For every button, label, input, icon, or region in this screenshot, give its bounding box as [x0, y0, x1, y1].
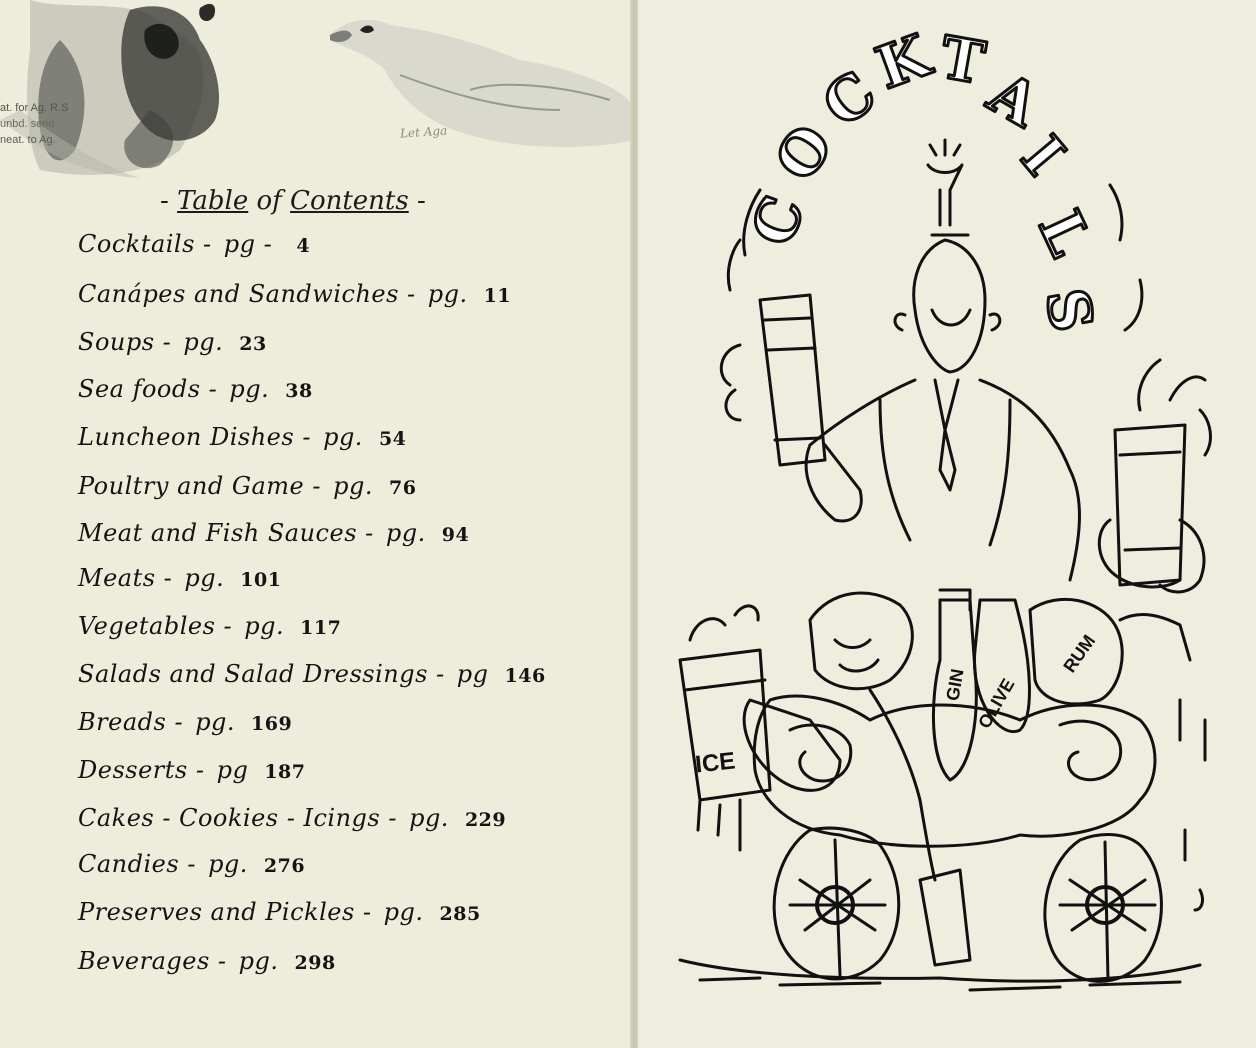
toc-entry-pg: pg: [456, 660, 489, 688]
toc-entry-separator: -: [427, 660, 453, 688]
heading-letter: L: [1025, 200, 1105, 267]
heading-letter: S: [1032, 283, 1107, 337]
toc-title-prefix: -: [160, 186, 178, 216]
toc-entry-page: 54: [378, 428, 407, 450]
toc-entry-page: 187: [264, 761, 306, 783]
toc-entry-title: Candies: [78, 850, 180, 878]
bottle-label-olive: OLIVE: [974, 675, 1019, 732]
toc-entry-separator: -: [194, 230, 220, 258]
toc-entry-title: Vegetables: [78, 612, 216, 640]
stamp-line-3: neat. to Ag.: [0, 134, 56, 146]
toc-entry-title: Luncheon Dishes: [78, 423, 295, 451]
toc-entry-page: 285: [439, 903, 481, 925]
toc-entry-separator: -: [304, 472, 330, 500]
toc-entry-page: 146: [504, 665, 546, 687]
toc-entry-candies: [78, 850, 305, 878]
cocktails-arched-heading: [738, 20, 1106, 336]
library-stamp: [0, 100, 110, 148]
toc-entry-title: Breads: [78, 708, 167, 736]
toc-entry-beverages: [78, 947, 336, 975]
toc-entry-page: 38: [285, 380, 313, 402]
toc-entry-pg: pg.: [385, 519, 426, 547]
toc-entry-page: 11: [483, 285, 512, 307]
toc-entry-pg: pg.: [184, 564, 225, 592]
toc-entry-canapes: [78, 280, 511, 308]
toc-entry-preserves: [78, 898, 481, 926]
toc-title: [160, 186, 426, 216]
heading-letter: C: [810, 58, 889, 141]
toc-entry-title: Meat and Fish Sauces: [78, 519, 358, 547]
toc-entry-separator: -: [155, 564, 181, 592]
toc-entry-salads: [78, 660, 546, 688]
toc-entry-pg: pg.: [383, 898, 424, 926]
toc-entry-cocktails: [78, 230, 310, 258]
toc-entry-separator: -: [209, 947, 235, 975]
toc-title-contents: Contents: [290, 186, 409, 216]
toc-entry-page: 4: [296, 235, 311, 257]
toc-title-suffix: -: [408, 186, 426, 216]
toc-entry-pg: pg.: [195, 708, 236, 736]
toc-entry-title: Salads and Salad Dressings: [78, 660, 428, 688]
toc-entry-separator: -: [354, 898, 380, 926]
toc-entry-breads: [78, 708, 292, 736]
bird-watercolor-illustration: [0, 0, 634, 185]
toc-entry-title: Cocktails: [78, 230, 195, 258]
bartender-cocktail-illustration: [640, 0, 1256, 1048]
toc-entry-separator: -: [294, 423, 320, 451]
toc-entry-sauces: [78, 519, 469, 547]
toc-title-rest: of: [248, 186, 291, 216]
heading-letter: T: [935, 23, 990, 98]
heading-letter: C: [738, 187, 818, 255]
toc-entry-sea-foods: [78, 375, 313, 403]
toc-entry-pg: pg.: [427, 280, 468, 308]
toc-entry-after: -: [255, 230, 281, 258]
toc-entry-pg: pg: [223, 230, 256, 258]
toc-entry-separator: -: [215, 612, 241, 640]
toc-entry-separator: -: [166, 708, 192, 736]
toc-entry-page: 229: [464, 809, 507, 831]
toc-entry-pg: pg.: [333, 472, 373, 500]
toc-entry-desserts: [78, 756, 306, 784]
toc-entry-title: Cakes - Cookies - Icings: [78, 804, 381, 832]
heading-letter: K: [867, 21, 939, 103]
toc-entry-page: 169: [251, 713, 293, 735]
toc-entry-poultry: [78, 472, 416, 500]
toc-entry-pg: pg.: [183, 328, 224, 356]
toc-entry-pg: pg.: [238, 947, 279, 975]
artist-signature: Let Aga: [399, 123, 448, 141]
toc-entry-luncheon: [78, 423, 406, 451]
toc-entry-pg: pg.: [208, 850, 248, 878]
toc-entry-title: Poultry and Game: [78, 472, 305, 500]
toc-entry-vegetables: [78, 612, 341, 640]
heading-letter: A: [977, 58, 1051, 141]
bottle-label-gin: GIN: [942, 667, 968, 703]
toc-entry-meats: [78, 564, 281, 592]
toc-entry-separator: -: [380, 804, 406, 832]
toc-entry-separator: -: [154, 328, 180, 356]
toc-entry-page: 117: [300, 617, 342, 639]
toc-entry-pg: pg.: [323, 423, 363, 451]
toc-entry-pg: pg.: [409, 804, 449, 832]
toc-entry-separator: -: [187, 756, 213, 784]
toc-entry-title: Desserts: [78, 756, 188, 784]
stamp-line-2: unbd. send: [0, 118, 55, 130]
heading-letter: O: [761, 112, 847, 194]
toc-entry-page: 94: [441, 524, 470, 546]
toc-entry-cakes: [78, 804, 506, 832]
toc-entry-separator: -: [357, 519, 382, 547]
toc-entry-page: 298: [294, 952, 336, 974]
toc-entry-title: Sea foods: [78, 375, 201, 403]
toc-entry-page: 276: [263, 855, 306, 877]
bottle-label-rum: RUM: [1059, 631, 1100, 677]
toc-entry-separator: -: [200, 375, 226, 403]
toc-entry-title: Meats: [78, 564, 156, 592]
toc-entry-separator: -: [179, 850, 205, 878]
toc-entry-title: Preserves and Pickles: [78, 898, 355, 926]
toc-entry-page: 23: [239, 333, 267, 355]
toc-entry-pg: pg: [216, 756, 249, 784]
heading-letter: I: [1008, 123, 1078, 188]
toc-entry-page: 76: [389, 477, 417, 499]
stamp-line-1: at. for Ag. R.S: [0, 102, 69, 114]
toc-entry-pg: pg.: [244, 612, 285, 640]
toc-entry-soups: [78, 328, 267, 356]
toc-entry-title: Canápes and Sandwiches: [78, 280, 399, 308]
toc-title-table: Table: [177, 186, 249, 216]
toc-entry-title: Beverages: [78, 947, 210, 975]
ice-bucket-label: ICE: [693, 747, 737, 779]
toc-entry-separator: -: [398, 280, 424, 308]
toc-entry-title: Soups: [78, 328, 155, 356]
toc-entry-page: 101: [240, 569, 282, 591]
toc-entry-pg: pg.: [229, 375, 270, 403]
